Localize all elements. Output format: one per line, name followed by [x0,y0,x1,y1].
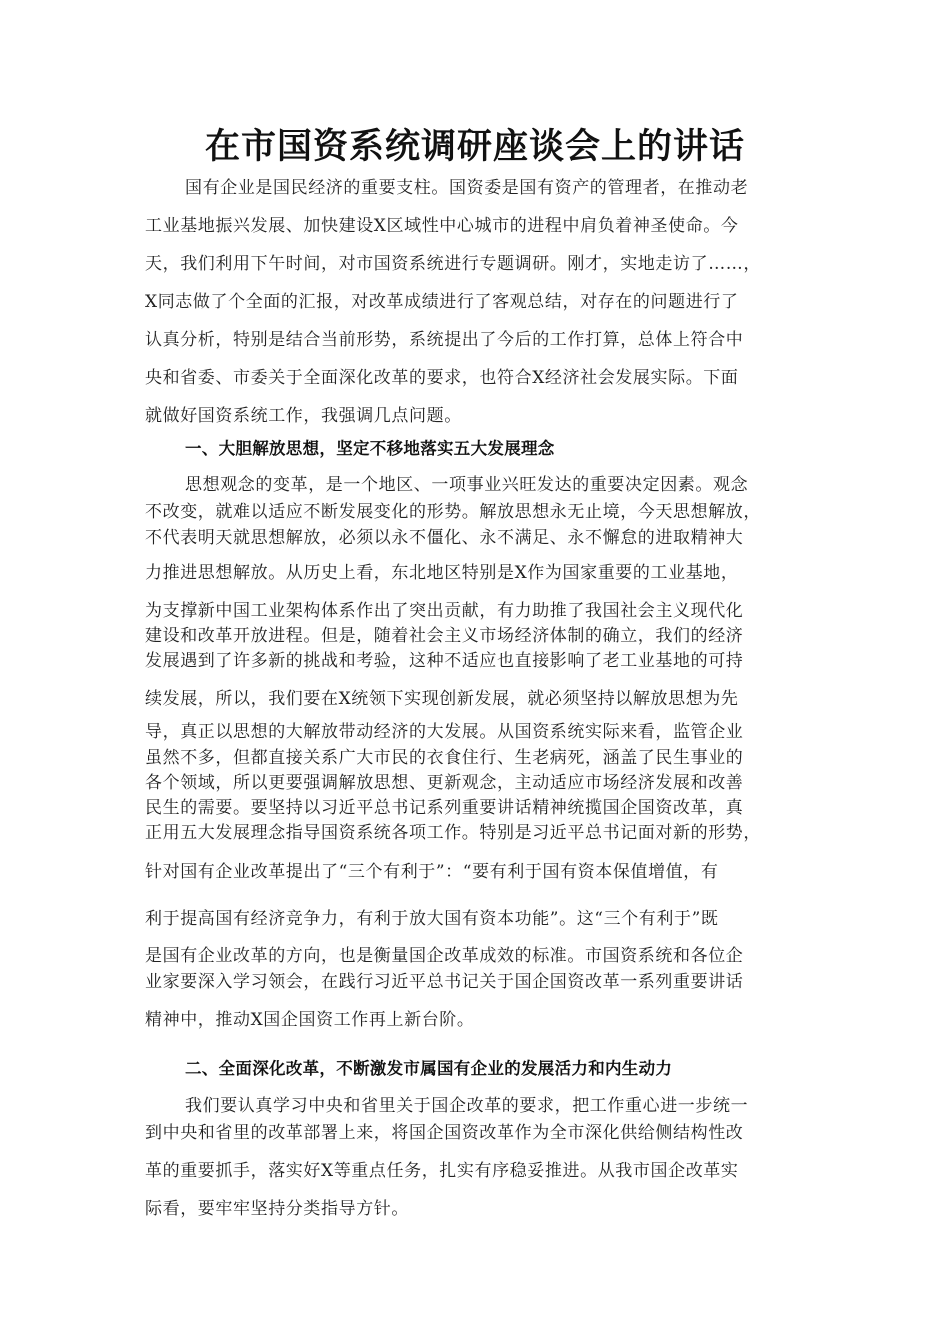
text-line: 国有企业是国民经济的重要支柱。国资委是国有资产的管理者，在推动老 [185,178,749,198]
text-line: 央和省委、市委关于全面深化改革的要求，也符合X经济社会发展实际。下面 [145,368,739,388]
document-title: 在市国资系统调研座谈会上的讲话 [204,126,745,167]
text-line: 发展遇到了许多新的挑战和考验，这种不适应也直接影响了老工业基地的可持 [145,651,744,671]
text-line: 力推进思想解放。从历史上看，东北地区特别是X作为国家重要的工业基地， [145,563,739,583]
text-line: 是国有企业改革的方向，也是衡量国企改革成效的标准。市国资系统和各位企 [145,946,744,966]
text-line: 导，真正以思想的大解放带动经济的大发展。从国资系统实际来看，监管企业 [145,722,744,742]
text-line: 天，我们利用下午时间，对市国资系统进行专题调研。刚才，实地走访了……， [145,254,761,274]
text-line: 际看，要牢牢坚持分类指导方针。 [145,1199,409,1219]
text-line: 不代表明天就思想解放，必须以永不僵化、永不满足、永不懈怠的进取精神大 [145,528,744,548]
text-line: X同志做了个全面的汇报，对改革成绩进行了客观总结，对存在的问题进行了 [145,292,739,312]
text-line: 民生的需要。要坚持以习近平总书记系列重要讲话精神统揽国企国资改革，真 [145,798,744,818]
text-line: 正用五大发展理念指导国资系统各项工作。特别是习近平总书记面对新的形势， [145,823,761,843]
text-line: 续发展，所以，我们要在X统领下实现创新发展，就必须坚持以解放思想为先 [145,689,739,709]
text-line: 到中央和省里的改革部署上来，将国企国资改革作为全市深化供给侧结构性改 [145,1123,744,1143]
text-line: 工业基地振兴发展、加快建设X区域性中心城市的进程中肩负着神圣使命。今 [145,216,739,236]
text-line: 我们要认真学习中央和省里关于国企改革的要求，把工作重心进一步统一 [185,1096,749,1116]
text-line: 业家要深入学习领会，在践行习近平总书记关于国企国资改革一系列重要讲话 [145,972,744,992]
heading-text: 二、全面深化改革，不断激发市属国有企业的发展活力和内生动力 [185,1059,673,1078]
text-line: 革的重要抓手，落实好X等重点任务，扎实有序稳妥推进。从我市国企改革实 [145,1161,739,1181]
text-line: 利于提高国有经济竞争力，有利于放大国有资本功能”。这“三个有利于”既 [145,909,719,929]
text-line: 就做好国资系统工作，我强调几点问题。 [145,406,462,426]
text-line: 各个领域，所以更要强调解放思想、更新观念，主动适应市场经济发展和改善 [145,773,744,793]
text-line: 为支撑新中国工业架构体系作出了突出贡献，有力助推了我国社会主义现代化 [145,601,744,621]
text-line: 建设和改革开放进程。但是，随着社会主义市场经济体制的确立，我们的经济 [145,626,744,646]
heading-text: 一、大胆解放思想，坚定不移地落实五大发展理念 [185,439,555,458]
text-line: 认真分析，特别是结合当前形势，系统提出了今后的工作打算，总体上符合中 [145,330,744,350]
text-line: 不改变，就难以适应不断发展变化的形势。解放思想永无止境，今天思想解放， [145,502,761,522]
text-line: 思想观念的变革，是一个地区、一项事业兴旺发达的重要决定因素。观念 [185,475,749,495]
text-line: 虽然不多，但都直接关系广大市民的衣食住行、生老病死，涵盖了民生事业的 [145,748,744,768]
text-line: 针对国有企业改革提出了“三个有利于”：“要有利于国有资本保值增值，有 [145,862,719,882]
text-line: 精神中，推动X国企国资工作再上新台阶。 [145,1010,475,1030]
